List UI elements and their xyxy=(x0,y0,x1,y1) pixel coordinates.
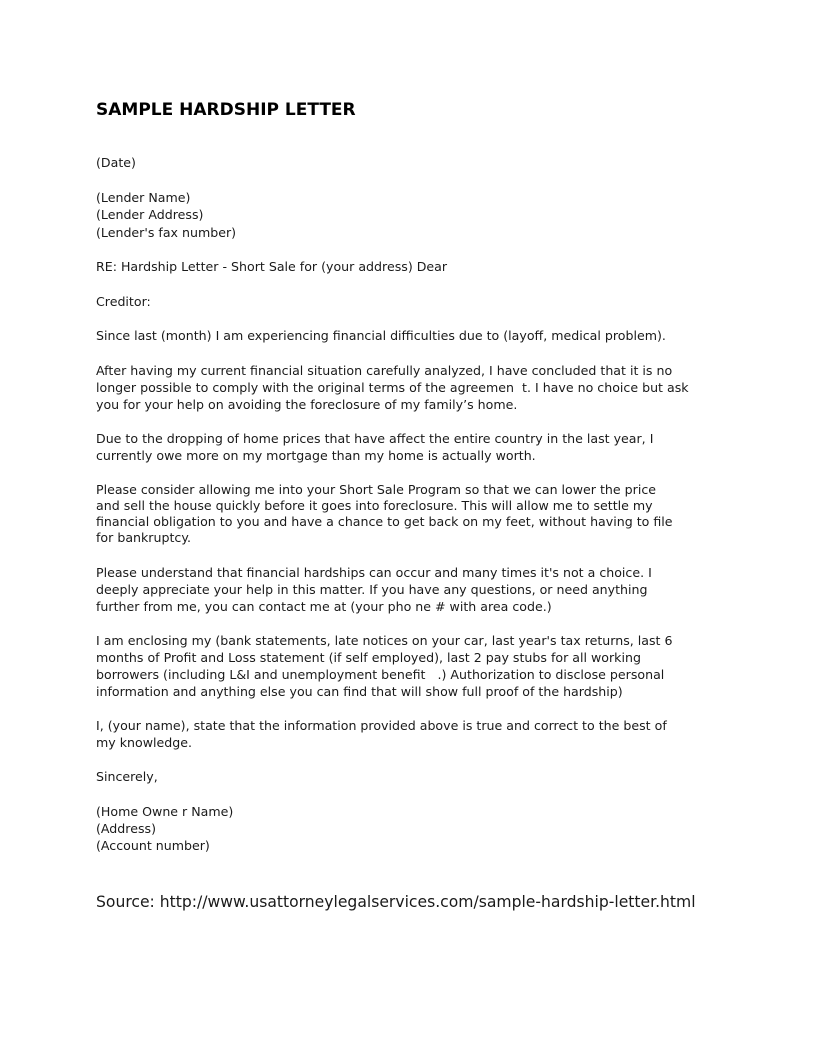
paragraph-line: Since last (month) I am experiencing financial difficulties due to (layoff, medical problem). xyxy=(96,328,666,343)
lender-address: (Lender Address) xyxy=(96,207,204,222)
paragraph-line: deeply appreciate your help in this matter. If you have any questions, or need anything xyxy=(96,582,648,597)
paragraph-line: Please consider allowing me into your Short Sale Program so that we can lower the price xyxy=(96,482,657,497)
paragraph-line: After having my current financial situation carefully analyzed, I have concluded that it is no xyxy=(96,363,673,378)
account-number: (Account number) xyxy=(96,838,210,853)
paragraph-line: for bankruptcy. xyxy=(96,530,191,545)
lender-name: (Lender Name) xyxy=(96,190,191,205)
paragraph-line: information and anything else you can find that will show full proof of the hardship) xyxy=(96,684,623,699)
salutation: Creditor: xyxy=(96,294,151,309)
paragraph-line: Due to the dropping of home prices that have affect the entire country in the last year, I xyxy=(96,431,654,446)
source-citation: Source: http://www.usattorneylegalservices.com/sample-hardship-letter.html xyxy=(96,893,696,911)
lender-fax: (Lender's fax number) xyxy=(96,225,237,240)
paragraph-line: further from me, you can contact me at (your pho ne # with area code.) xyxy=(96,599,552,614)
paragraph-line: my knowledge. xyxy=(96,735,192,750)
paragraph-line: months of Profit and Loss statement (if self employed), last 2 pay stubs for all working xyxy=(96,650,641,665)
re-line: RE: Hardship Letter - Short Sale for (your address) Dear xyxy=(96,259,448,274)
paragraph-line: I, (your name), state that the information provided above is true and correct to the best of xyxy=(96,718,667,733)
homeowner-name: (Home Owne r Name) xyxy=(96,804,234,819)
document-title: SAMPLE HARDSHIP LETTER xyxy=(96,100,356,120)
date-placeholder: (Date) xyxy=(96,155,136,170)
closing: Sincerely, xyxy=(96,769,158,784)
paragraph-line: and sell the house quickly before it goes into foreclosure. This will allow me to settle my xyxy=(96,498,653,513)
paragraph-line: borrowers (including L&I and unemployment benefit .) Authorization to disclose personal xyxy=(96,667,665,682)
paragraph-line: currently owe more on my mortgage than my home is actually worth. xyxy=(96,448,536,463)
paragraph-line: I am enclosing my (bank statements, late notices on your car, last year's tax returns, last 6 xyxy=(96,633,673,648)
homeowner-address: (Address) xyxy=(96,821,156,836)
paragraph-line: longer possible to comply with the original terms of the agreemen t. I have no choice but ask xyxy=(96,380,689,395)
paragraph-line: you for your help on avoiding the foreclosure of my family’s home. xyxy=(96,397,518,412)
paragraph-line: financial obligation to you and have a chance to get back on my feet, without having to file xyxy=(96,514,673,529)
paragraph-line: Please understand that financial hardships can occur and many times it's not a choice. I xyxy=(96,565,652,580)
